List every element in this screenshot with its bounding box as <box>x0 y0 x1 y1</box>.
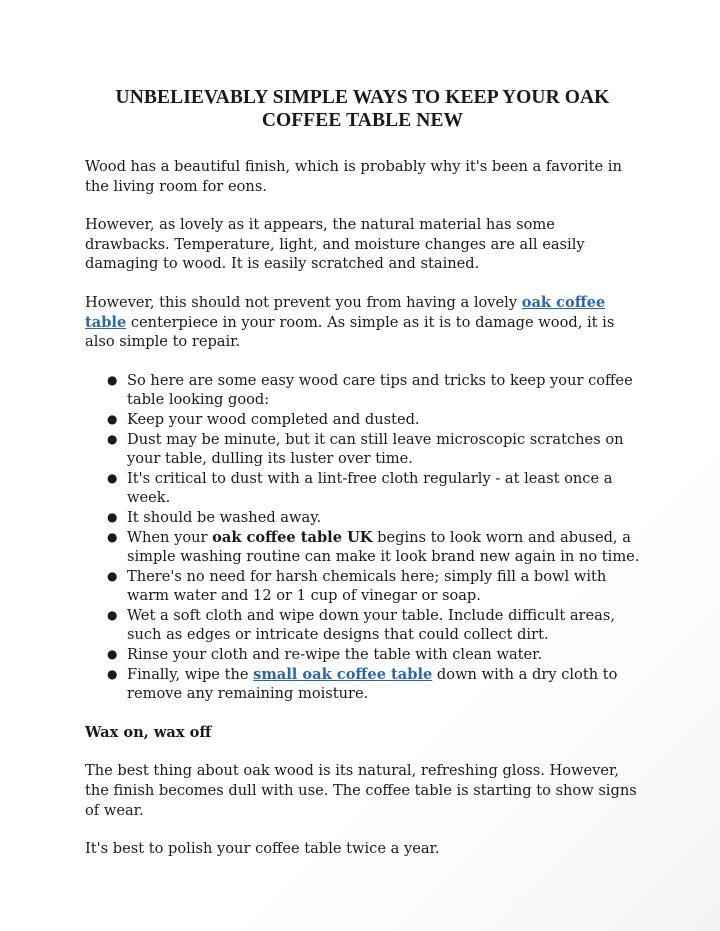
bullet-icon: ● <box>107 529 118 544</box>
list-item-text-after: down with a dry cloth to remove any remaining moisture. <box>127 665 618 703</box>
list-item <box>85 508 640 528</box>
list-item <box>85 430 640 469</box>
list-item-text-before: Finally, wipe the <box>127 665 254 683</box>
intro-paragraph: Wood has a beautiful finish, which is probably why it's been a favorite in the living room for eons. <box>85 158 622 195</box>
oak-coffee-table-uk-text: oak coffee table UK <box>212 528 373 546</box>
section-heading: Wax on, wax off <box>85 723 212 741</box>
bullet-icon: ● <box>107 372 118 387</box>
list-item-text-after: begins to look worn and abused, a simple washing routine can make it look brand new again in no time. <box>127 528 640 566</box>
list-item-text-before: When your <box>127 528 213 546</box>
bullet-icon: ● <box>107 509 118 524</box>
list-item <box>85 528 640 567</box>
list-item-text: Rinse your cloth and re-wipe the table with clean water. <box>127 646 543 664</box>
small-oak-coffee-table-link[interactable]: small oak coffee table <box>253 665 433 683</box>
bullet-icon: ● <box>107 607 118 622</box>
list-item-text: Wet a soft cloth and wipe down your table. Include difficult areas, such as edges or intricate designs that could collect dirt. <box>127 606 615 644</box>
list-item-text: Keep your wood completed and dusted. <box>127 410 420 428</box>
list-item <box>85 567 640 606</box>
list-item <box>85 371 640 410</box>
page-title: UNBELIEVABLY SIMPLE WAYS TO KEEP YOUR OAK COFFEE TABLE NEW <box>115 87 610 131</box>
list-item-text: There's no need for harsh chemicals here; simply fill a bowl with warm water and 12 or 1 cup of vinegar or soap. <box>127 567 607 605</box>
polish-paragraph: It's best to polish your coffee table twice a year. <box>85 840 440 858</box>
oak-coffee-table-link[interactable]: oak coffee table <box>85 293 606 331</box>
list-item <box>85 410 640 430</box>
list-item-text: So here are some easy wood care tips and tricks to keep your coffee table looking good: <box>127 371 633 409</box>
list-item-text: It should be washed away. <box>127 508 322 526</box>
bullet-icon: ● <box>107 431 118 446</box>
list-item <box>85 645 640 665</box>
list-item <box>85 665 640 704</box>
repair-paragraph <box>85 293 640 352</box>
list-item <box>85 606 640 645</box>
gloss-paragraph: The best thing about oak wood is its natural, refreshing gloss. However, the finish becomes dull with use. The coffee table is starting to show signs of wear. <box>85 762 637 819</box>
list-item <box>85 469 640 508</box>
drawbacks-paragraph: However, as lovely as it appears, the natural material has some drawbacks. Temperature, light, and moisture changes are all easily damaging to wood. It is easily scratched and stained. <box>85 216 585 273</box>
bullet-icon: ● <box>107 568 118 583</box>
bullet-icon: ● <box>107 666 118 681</box>
care-tips-list <box>85 371 640 704</box>
bullet-icon: ● <box>107 647 118 662</box>
bullet-icon: ● <box>107 470 118 485</box>
bullet-icon: ● <box>107 411 118 426</box>
repair-text-before: However, this should not prevent you from having a lovely <box>85 293 522 311</box>
repair-text-after: centerpiece in your room. As simple as it is to damage wood, it is also simple to repair. <box>85 313 615 351</box>
list-item-text: It's critical to dust with a lint-free cloth regularly - at least once a week. <box>127 469 613 507</box>
list-item-text: Dust may be minute, but it can still leave microscopic scratches on your table, dulling its luster over time. <box>127 430 624 468</box>
